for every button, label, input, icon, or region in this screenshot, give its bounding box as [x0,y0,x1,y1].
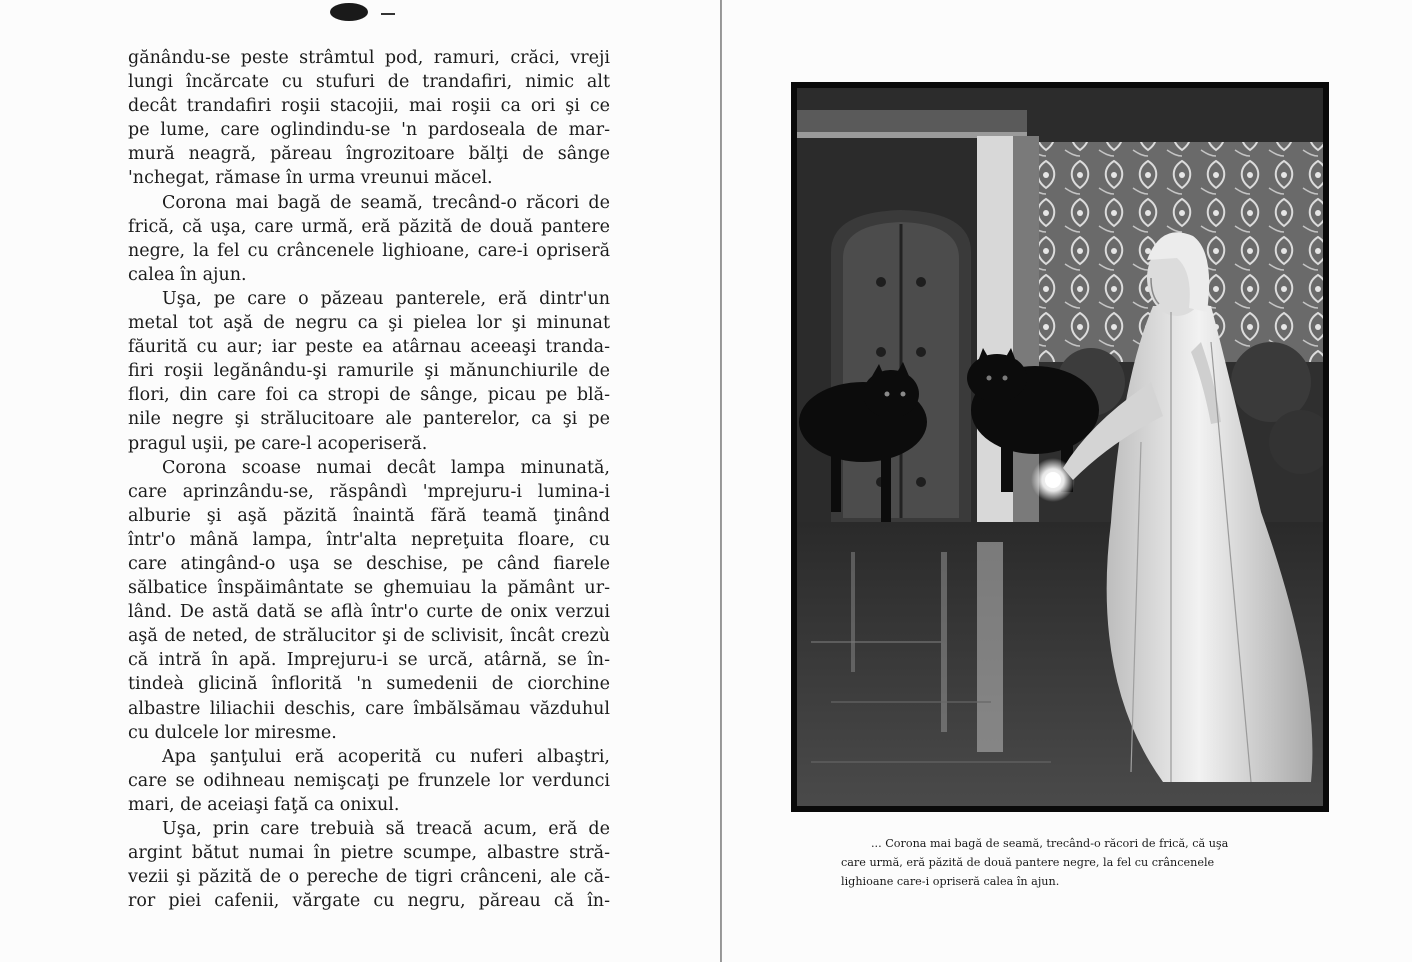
illustration-caption [841,834,1307,891]
text-line: decât trandafiri roşii stacojii, mai roşii ca ori şi ce [128,96,610,117]
text-line: pragul uşii, pe care-l acoperiseră. [128,433,428,454]
text-line: tindeà glicină înflorită 'n sumedenii de ciorchine [128,674,610,695]
text-line: care aprinzându-se, răspândì 'mprejuru-i lumina-i [128,481,610,502]
text-line: flori, din care foi ca stropi de sânge, picau pe blă- [128,385,610,406]
ink-mark [381,13,395,15]
ink-blot [330,3,368,21]
text-line: frică, că uşa, care urmă, eră păzită de două pantere [128,216,610,237]
text-line: într'o mână lampa, într'alta nepreţuita floare, cu [128,529,610,550]
body-text [128,46,610,913]
text-line: firi roşii legănându-şi ramurile şi mănunchiurile de [128,361,610,382]
text-line: făurită cu aur; iar peste ea atârnau aceeaşi tranda- [128,337,610,358]
text-line: că intră în apă. Imprejuru-i se urcă, atârnă, se în- [128,650,610,671]
text-line: argint bătut numai în pietre scumpe, albastre stră- [128,843,610,864]
text-line: ror piei cafenii, vărgate cu negru, păreau că în- [128,891,610,912]
text-line: Corona mai bagă de seamă, trecând-o răcori de [162,192,610,213]
text-line: Apa şanţului eră acoperită cu nuferi albaştri, [162,746,610,767]
right-page [723,0,1412,962]
illustration-art [791,82,1329,812]
text-line: Uşa, pe care o păzeau panterele, eră dintr'un [162,288,610,309]
text-line: lând. De astă dată se aflà într'o curte de onix verzui [128,602,610,623]
text-line: alburie şi aşă păzită înaintă fără teamă ţinând [128,505,610,526]
text-line: 'nchegat, rămase în urma vreunui măcel. [128,168,493,189]
text-line: pe lume, care oglindindu-se 'n pardoseala de mar- [128,120,610,141]
text-line: gănându-se peste strâmtul pod, ramuri, crăci, vreji [128,48,610,68]
text-line: lungi încărcate cu stufuri de trandafiri, nimic alt [128,72,610,93]
caption-line: lighioane care-i opriseră calea în ajun. [841,875,1060,888]
text-line: aşă de neted, de strălucitor şi de sclivisit, încât crezù [128,626,610,647]
text-line: Uşa, prin care trebuià să treacă acum, eră de [162,819,610,839]
text-line: sălbatice înspăimântate se ghemuiau la pământ ur- [128,578,610,599]
book-gutter [720,0,722,962]
text-line: metal tot aşă de negru ca şi pielea lor şi minunat [128,313,610,334]
text-line: care se odihneau nemişcaţi pe frunzele lor verdunci [128,770,610,791]
text-line: care atingând-o uşa se deschise, pe când fiarele [128,553,610,574]
text-line: cu dulcele lor miresme. [128,722,337,743]
text-line: negre, la fel cu crâncenele lighioane, care-i opriseră [128,240,610,261]
text-line: nile negre şi strălucitoare ale panterelor, ca şi pe [128,409,610,430]
text-line: vezii şi păzită de o pereche de tigri crânceni, ale că- [128,867,610,888]
caption-line: ... Corona mai bagă de seamă, trecând-o răcori de frică, că uşa [871,837,1229,850]
text-line: calea în ajun. [128,264,247,285]
text-line: albastre liliachii deschis, care îmbălsămau văzduhul [128,698,610,719]
text-line: mură neagră, păreau îngrozitoare bălţi de sânge [128,144,610,165]
text-line: mari, de aceiaşi faţă ca onixul. [128,794,400,815]
illustration [791,82,1329,812]
caption-line: care urmă, eră păzită de două pantere negre, la fel cu crâncenele [841,856,1215,869]
text-line: Corona scoase numai decât lampa minunată, [162,457,610,478]
